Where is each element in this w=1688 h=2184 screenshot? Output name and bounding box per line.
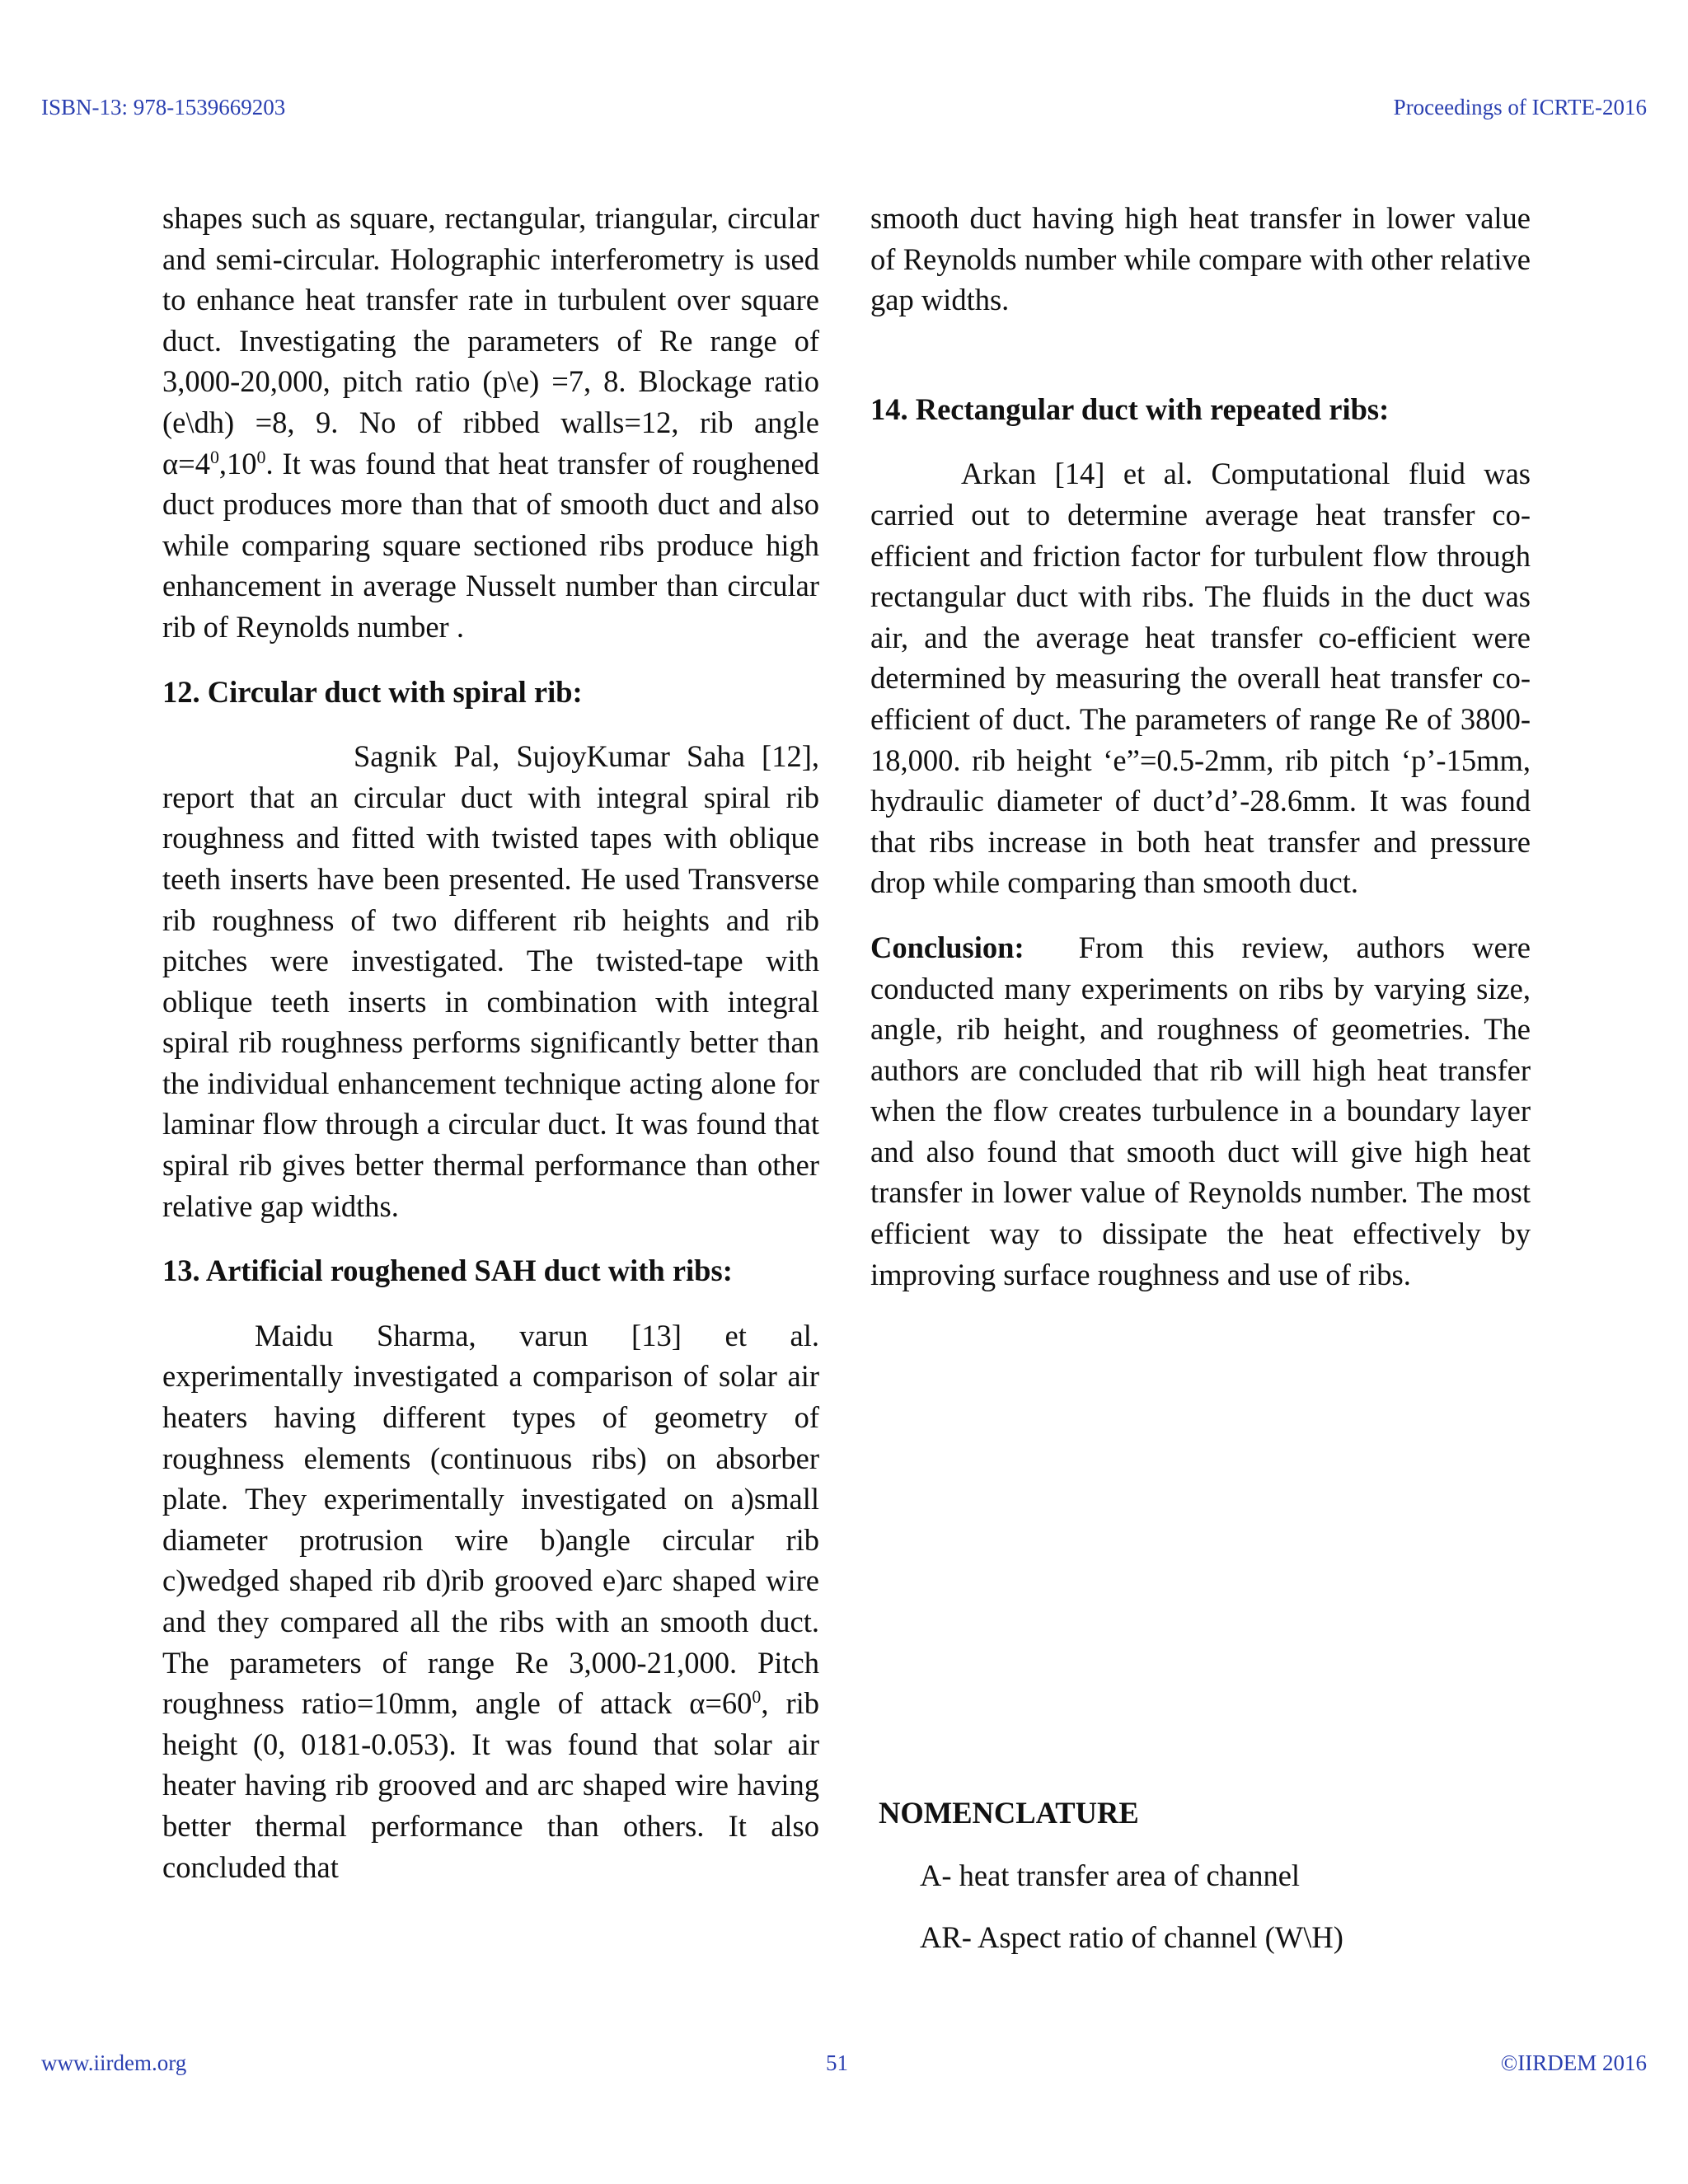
paragraph-intro: shapes such as square, rectangular, triangular, circular and semi-circular. Holographic interferometry is used to enhance heat transfer rate in turbulent over square duct. Investigating the parameters of Re range of 3,000-20,000, pitch ratio (p\e) =7, 8. Blockage ratio (e\dh) =8, 9. No of ribbed walls=12, rib angle $\alpha=4^0,10^0$. It was found that heat transfer of roughened duct produces more than that of smooth duct and also while comparing square sectioned ribs produce high enhancement in average Nusselt number than circular rib of Reynolds number .	[162, 201, 819, 644]
left-column	[162, 198, 819, 1887]
nomenclature-item-a: A- heat transfer area of channel	[920, 1858, 1301, 1892]
section-heading-12: 12. Circular duct with spiral rib:	[162, 674, 583, 709]
section-heading-14: 14. Rectangular duct with repeated ribs:	[870, 391, 1390, 426]
nomenclature-section	[879, 1793, 1343, 1958]
footer-website-link[interactable]: www.iirdem.org	[41, 2050, 187, 2075]
paragraph-continued: smooth duct having high heat transfer in lower value of Reynolds number while compare with other relative gap widths.	[870, 201, 1531, 317]
nomenclature-item-ar: AR- Aspect ratio of channel (W\H)	[920, 1920, 1343, 1955]
paragraph-section-13: Maidu Sharma, varun [13] et al. experimentally investigated a comparison of solar air heaters having different types of geometry of roughness elements (continuous ribs) on absorber plate. They experimentally investigated on a)small diameter protrusion wire b)angle circular rib c)wedged shaped rib d)rib grooved e)arc shaped wire and they compared all the ribs with an smooth duct. The parameters of range Re 3,000-21,000. Pitch roughness ratio=10mm, angle of attack $\alpha=60^0$, rib height (0, 0181-0.053). It was found that solar air heater having rib grooved and arc shaped wire having better thermal performance than others. It also concluded that	[162, 1318, 819, 1884]
conclusion-label: Conclusion:	[870, 930, 1025, 964]
header-proceedings: Proceedings of ICRTE-2016	[1393, 95, 1647, 120]
nomenclature-title: NOMENCLATURE	[879, 1796, 1139, 1830]
section-heading-13: 13. Artificial roughened SAH duct with ribs:	[162, 1254, 733, 1288]
right-column	[870, 198, 1531, 1295]
paragraph-section-12: Sagnik Pal, SujoyKumar Saha [12], report that an circular duct with integral spiral rib roughness and fitted with twisted tapes with oblique teeth inserts have been presented. He used Transverse rib roughness of two different rib heights and rib pitches were investigated. The twisted-tape with oblique teeth inserts in combination with integral spiral rib roughness performs significantly better than the individual enhancement technique acting alone for laminar flow through a circular duct. It was found that spiral rib gives better thermal performance than other relative gap widths.	[162, 739, 819, 1223]
paragraph-conclusion: Conclusion: From this review, authors were conducted many experiments on ribs by varying size, angle, rib height, and roughness of geometries. The authors are concluded that rib will high heat transfer when the flow creates turbulence in a boundary layer and also found that smooth duct will give high heat transfer in lower value of Reynolds number. The most efficient way to dissipate the heat effectively by improving surface roughness and use of ribs.	[870, 930, 1531, 1291]
footer-copyright: ©IIRDEM 2016	[1500, 2050, 1647, 2075]
paragraph-section-14: Arkan [14] et al. Computational fluid was carried out to determine average heat transfer co-efficient and friction factor for turbulent flow through rectangular duct with ribs. The fluids in the duct was air, and the average heat transfer co-efficient were determined by measuring the overall heat transfer co-efficient of duct. The parameters of range Re of 3800-18,000. rib height ‘e”=0.5-2mm, rib pitch ‘p’-15mm, hydraulic diameter of duct’d’-28.6mm. It was found that ribs increase in both heat transfer and pressure drop while comparing than smooth duct.	[870, 457, 1531, 900]
page-number: 51	[826, 2050, 848, 2075]
header-isbn: ISBN-13: 978-1539669203	[41, 95, 286, 120]
